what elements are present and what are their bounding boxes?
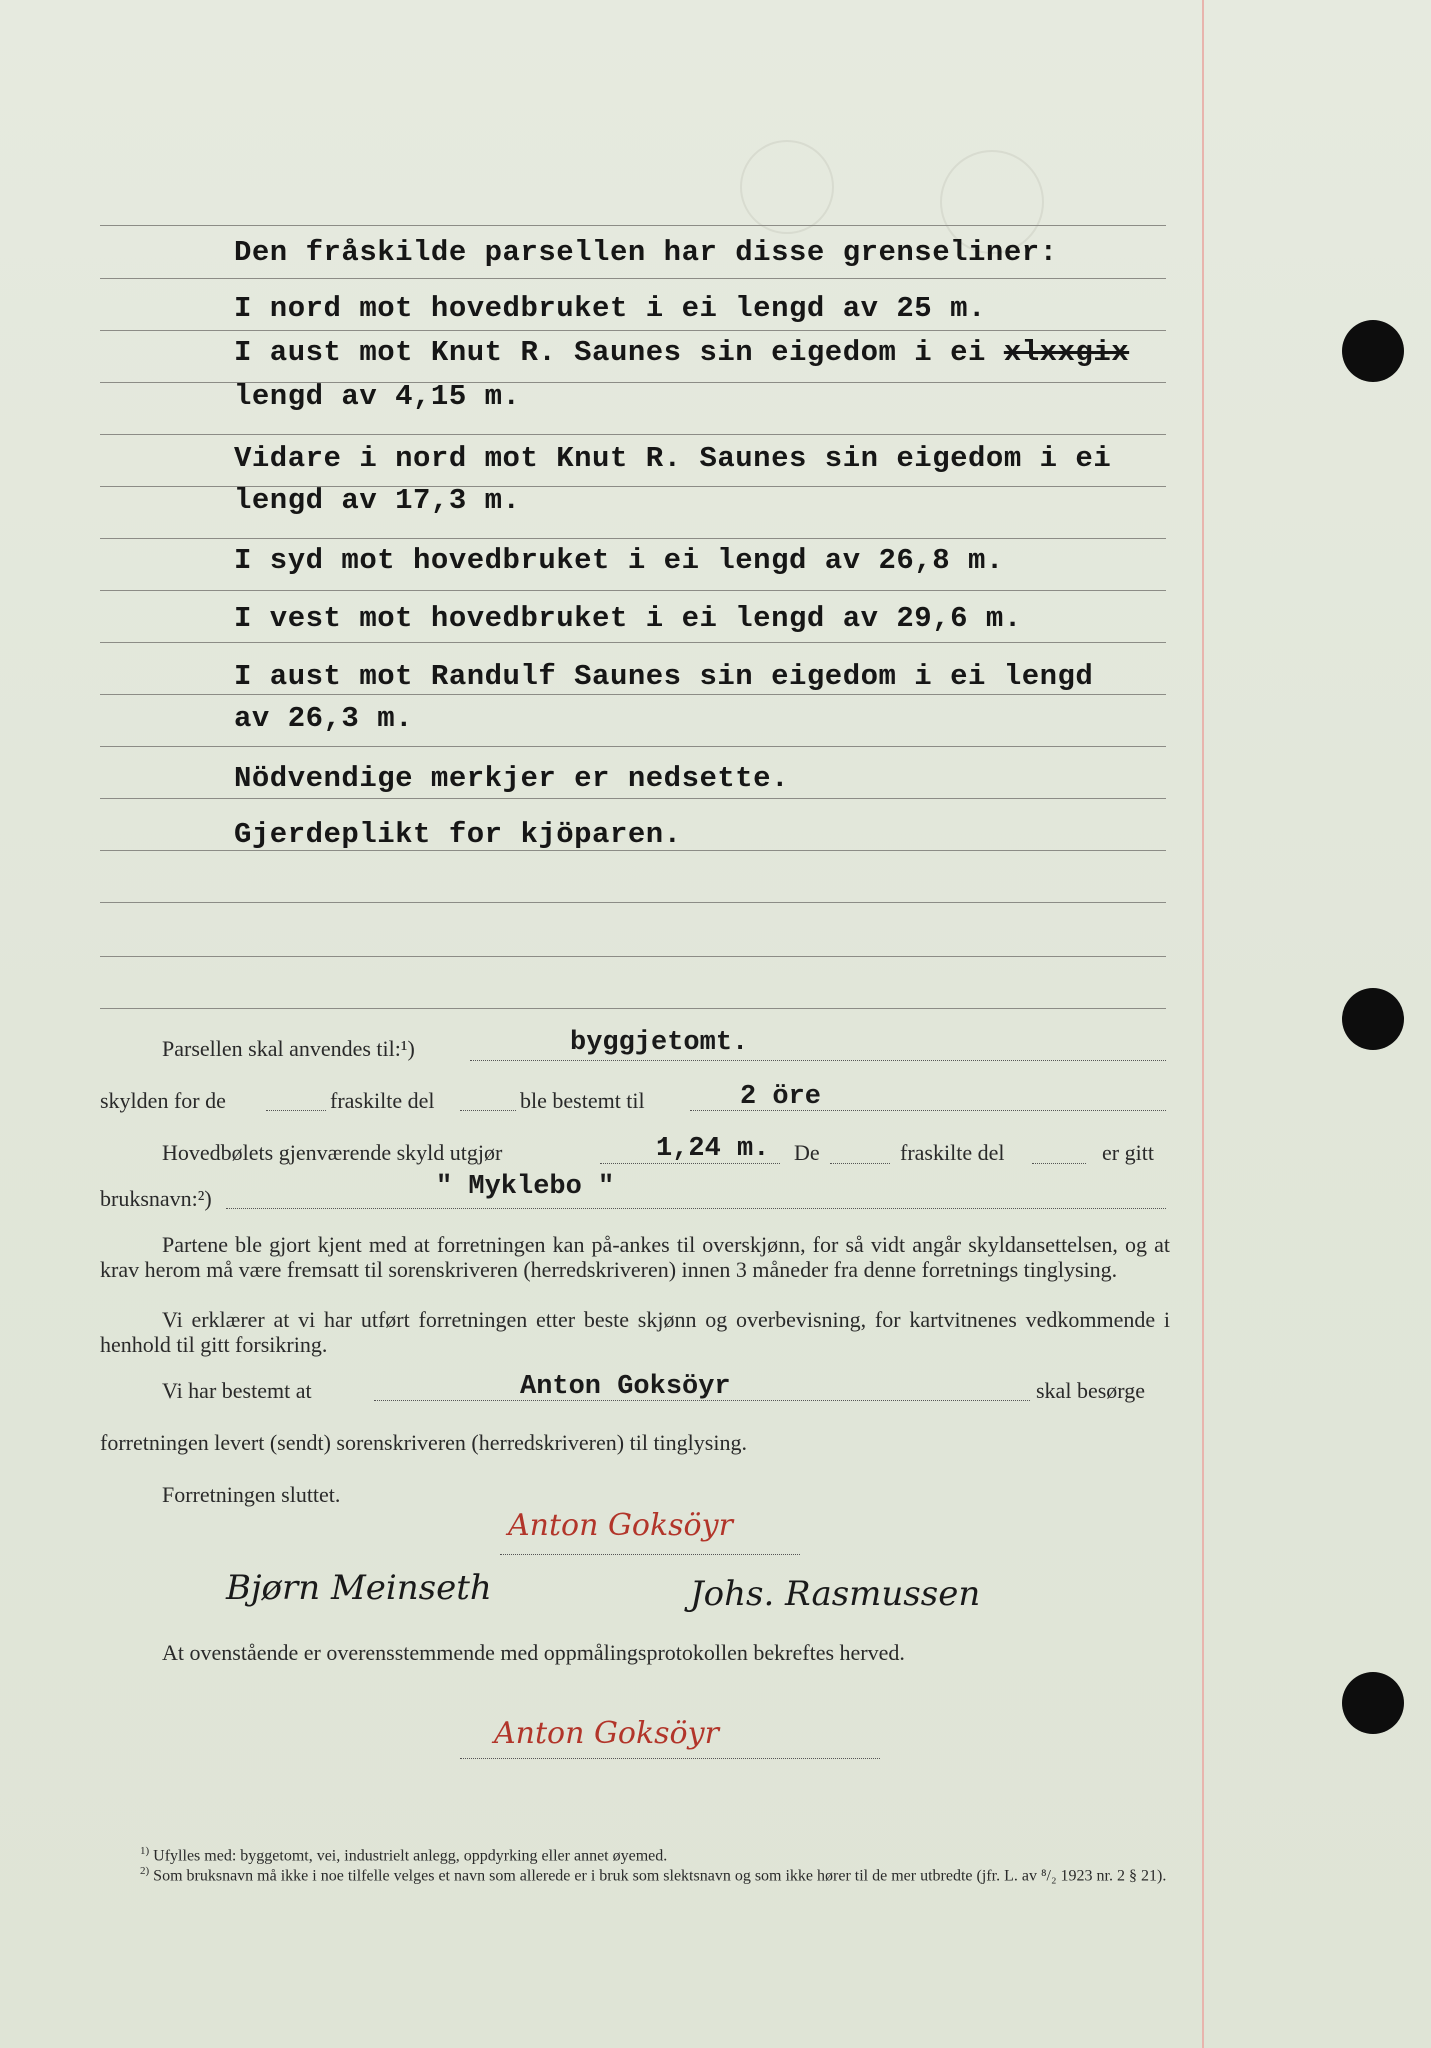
signature-anton-2: Anton Goksöyr [494, 1716, 719, 1751]
ruled-line [100, 902, 1166, 903]
punch-hole [1342, 320, 1404, 382]
punch-hole [1342, 1672, 1404, 1734]
boundary-line: Nödvendige merkjer er nedsette. [234, 762, 789, 795]
ruled-line [100, 278, 1166, 279]
paragraph-appeal: Partene ble gjort kjent med at forretningen kan på-ankes til overskjønn, for så vidt angår skyldansettelsen, og at krav herom må være fremsatt til sorenskriveren (herredskriveren) innen 3 måneder fra denne forretnings tinglysing. [100, 1232, 1170, 1282]
dotted-line [1032, 1163, 1086, 1164]
ruled-line [100, 538, 1166, 539]
paragraph-declaration: Vi erklærer at vi har utført forretningen etter beste skjønn og overbevisning, for kartvitnenes vedkommende i henhold til gitt forsikring. [100, 1307, 1170, 1357]
dotted-line [830, 1163, 890, 1164]
decided-value: Anton Goksöyr [520, 1372, 731, 1402]
boundary-line: Vidare i nord mot Knut R. Saunes sin eigedom i ei [234, 442, 1112, 475]
footnote-2 [140, 1862, 1170, 1885]
dotted-line [226, 1208, 1166, 1209]
ruled-line [100, 694, 1166, 695]
footnote-mark: 1) [140, 1845, 150, 1857]
ruled-line [100, 798, 1166, 799]
decided-suffix: skal besørge [1036, 1378, 1145, 1403]
bruksnavn-label: bruksnavn:²) [100, 1186, 212, 1211]
ruled-line [100, 434, 1166, 435]
tax-mid: fraskilte del [330, 1088, 435, 1113]
boundary-line: av 26,3 m. [234, 702, 414, 735]
struck-word: xlxxgix [1003, 336, 1130, 369]
remaining-label: Hovedbølets gjenværende skyld utgjør [162, 1140, 503, 1165]
tax-mid2: ble bestemt til [520, 1088, 645, 1113]
signature-johs: Johs. Rasmussen [690, 1574, 981, 1614]
ruled-line [100, 590, 1166, 591]
ended-text: Forretningen sluttet. [162, 1482, 341, 1507]
boundary-line: lengd av 17,3 m. [234, 484, 521, 517]
decided-prefix: Vi har bestemt at [162, 1378, 312, 1403]
confirm-text: At ovenstående er overensstemmende med oppmålingsprotokollen bekreftes herved. [162, 1640, 905, 1665]
remaining-value: 1,24 m. [656, 1134, 770, 1164]
dotted-line [500, 1554, 800, 1555]
boundary-line [234, 336, 1129, 369]
dotted-line [460, 1758, 880, 1759]
signature-anton-1: Anton Goksöyr [508, 1508, 733, 1543]
boundary-line: I vest mot hovedbruket i ei lengd av 29,6 m. [234, 602, 1022, 635]
margin-line [1202, 0, 1204, 2048]
dotted-line [460, 1110, 516, 1111]
boundary-line-text: I aust mot Knut R. Saunes sin eigedom i ei [234, 336, 986, 369]
boundary-line: I nord mot hovedbruket i ei lengd av 25 m. [234, 292, 986, 325]
tax-prefix: skylden for de [100, 1088, 226, 1113]
use-value: byggjetomt. [570, 1028, 749, 1058]
ruled-line [100, 746, 1166, 747]
remaining-gitt: er gitt [1102, 1140, 1154, 1165]
tax-value: 2 öre [740, 1082, 822, 1112]
boundary-line: I aust mot Randulf Saunes sin eigedom i ei lengd [234, 660, 1094, 693]
ruled-line [100, 225, 1166, 226]
ruled-line [100, 330, 1166, 331]
bruksnavn-value: " Myklebo " [436, 1172, 615, 1202]
punch-hole [1342, 988, 1404, 1050]
boundary-line: lengd av 4,15 m. [234, 380, 521, 413]
dotted-line [266, 1110, 326, 1111]
boundary-line: I syd mot hovedbruket i ei lengd av 26,8 m. [234, 544, 1004, 577]
footnote-text: Som bruksnavn må ikke i noe tilfelle velges et navn som allerede er i bruk som slektsnavn og som ikke hører til de mer utbredte (jfr. L. av ⁸/₂ 1923 nr. 2 § 21). [153, 1867, 1167, 1885]
boundary-line: Gjerdeplikt for kjöparen. [234, 818, 682, 851]
ruled-line [100, 1008, 1166, 1009]
signature-bjorn: Bjørn Meinseth [226, 1568, 492, 1608]
remaining-fraskilte: fraskilte del [900, 1140, 1005, 1165]
footnote-mark: 2) [140, 1865, 150, 1877]
delivered-text: forretningen levert (sendt) sorenskriveren (herredskriveren) til tinglysing. [100, 1430, 747, 1455]
ruled-line [100, 642, 1166, 643]
dotted-line [470, 1060, 1166, 1061]
ruled-line [100, 956, 1166, 957]
remaining-de: De [794, 1140, 820, 1165]
use-label: Parsellen skal anvendes til:¹) [162, 1036, 415, 1061]
footnote-text: Ufylles med: byggetomt, vei, industrielt anlegg, oppdyrking eller annet øyemed. [153, 1847, 668, 1865]
boundary-heading: Den fråskilde parsellen har disse grenseliner: [234, 236, 1058, 269]
ghost-stamp [740, 140, 834, 234]
